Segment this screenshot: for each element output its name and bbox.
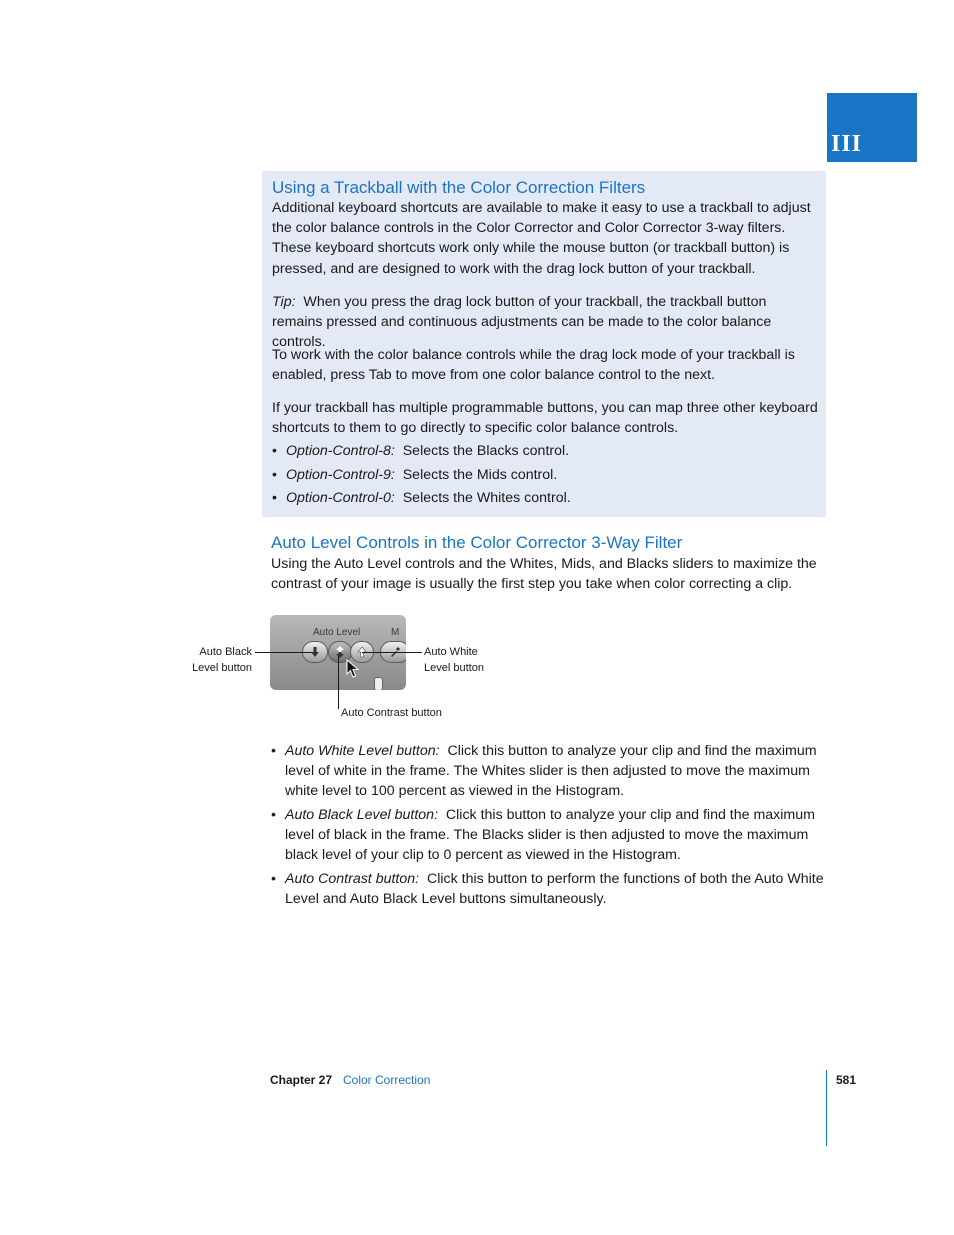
shortcut-key: Option-Control-0: [286,490,395,506]
shortcut-desc: Selects the Mids control. [402,467,558,483]
part-tab [827,93,917,162]
description-term: Auto White Level button: [285,743,440,759]
description-text: Click this button to analyze your clip and find the maximum level of white in the frame. The Whites slider is then adjusted to move the maximum white level to 100 percent as viewed in the Histogram. [285,743,817,800]
footer-chapter-title: Color Correction [343,1073,431,1087]
mouse-cursor-icon [346,659,360,679]
tip-label: Tip: [272,294,296,310]
description-term: Auto Contrast button: [285,871,420,887]
description-item: • Auto White Level button: Click this button to analyze your clip and find the maximum level of white in the frame. The Whites slider is then adjusted to move the maximum white level to 100 percent as viewed in the Histogram. [271,743,817,800]
section-intro: Using the Auto Level controls and the Whites, Mids, and Blacks sliders to maximize the contrast of your image is usually the first step you take when color correcting a clip. [271,556,817,593]
sidebar-paragraph-1: Additional keyboard shortcuts are available to make it easy to use a trackball to adjust the color balance controls in the Color Corrector and Color Corrector 3-way filters. These keyboard shortcuts work only while the mouse button (or trackball button) is pressed, and are designed to work with the drag lock button of your trackball. [272,200,811,277]
description-term: Auto Black Level button: [285,807,439,823]
callout-auto-white [424,645,514,676]
tip-text: When you press the drag lock button of your trackball, the trackball button remains pressed and continuous adjustments can be made to the color balance controls. [272,294,772,351]
section-heading: Auto Level Controls in the Color Corrector 3-Way Filter [271,533,683,552]
callout-auto-white-line1: Auto White [424,646,478,658]
callout-auto-white-line2: Level button [424,661,484,674]
description-text: Click this button to perform the functions of both the Auto White Level and Auto Black Level buttons simultaneously. [285,871,824,908]
leader-line-white [362,652,422,653]
callout-auto-black-line2: Level button [192,661,252,674]
panel-next-label: M [391,627,400,638]
sidebar-paragraph-2: To work with the color balance controls while the drag lock mode of your trackball is enabled, press Tab to move from one color balance control to the next. [272,347,795,384]
shortcut-desc: Selects the Blacks control. [402,443,570,459]
page-number: 581 [836,1073,857,1087]
footer-rule [826,1070,827,1146]
leader-line-black [255,652,313,653]
description-item: • Auto Contrast button: Click this button to perform the functions of both the Auto White Level and Auto Black Level buttons simultaneously. [271,871,824,908]
callout-auto-black [180,645,252,676]
sidebar-paragraph-3: If your trackball has multiple programmable buttons, you can map three other keyboard shortcuts to them to go directly to specific color balance controls. [272,400,818,437]
callout-auto-contrast: Auto Contrast button [341,707,442,719]
contrast-arrows-icon [334,645,346,659]
description-item: • Auto Black Level button: Click this button to analyze your clip and find the maximum level of black in the frame. The Blacks slider is then adjusted to move the maximum black level of your clip to 0 percent as viewed in the Histogram. [271,807,815,864]
sidebar-heading: Using a Trackball with the Color Correction Filters [272,178,646,197]
part-tab-label: III [831,131,863,157]
footer-chapter: Chapter 27 [270,1073,333,1087]
shortcut-desc: Selects the Whites control. [402,490,571,506]
shortcut-key: Option-Control-8: [286,443,395,459]
shortcut-item: • Option-Control-8: Selects the Blacks control. [272,443,570,459]
shortcut-key: Option-Control-9: [286,467,395,483]
leader-line-contrast [338,655,339,709]
slider-knob[interactable] [374,677,383,690]
description-text: Click this button to analyze your clip and find the maximum level of black in the frame. The Blacks slider is then adjusted to move the maximum black level of your clip to 0 percent as viewed in the Histogram. [285,807,815,864]
shortcut-item: • Option-Control-9: Selects the Mids control. [272,467,558,483]
shortcut-item: • Option-Control-0: Selects the Whites control. [272,490,571,506]
panel-title: Auto Level [313,627,361,638]
callout-auto-black-line1: Auto Black [199,646,252,658]
tip-paragraph [272,292,818,353]
